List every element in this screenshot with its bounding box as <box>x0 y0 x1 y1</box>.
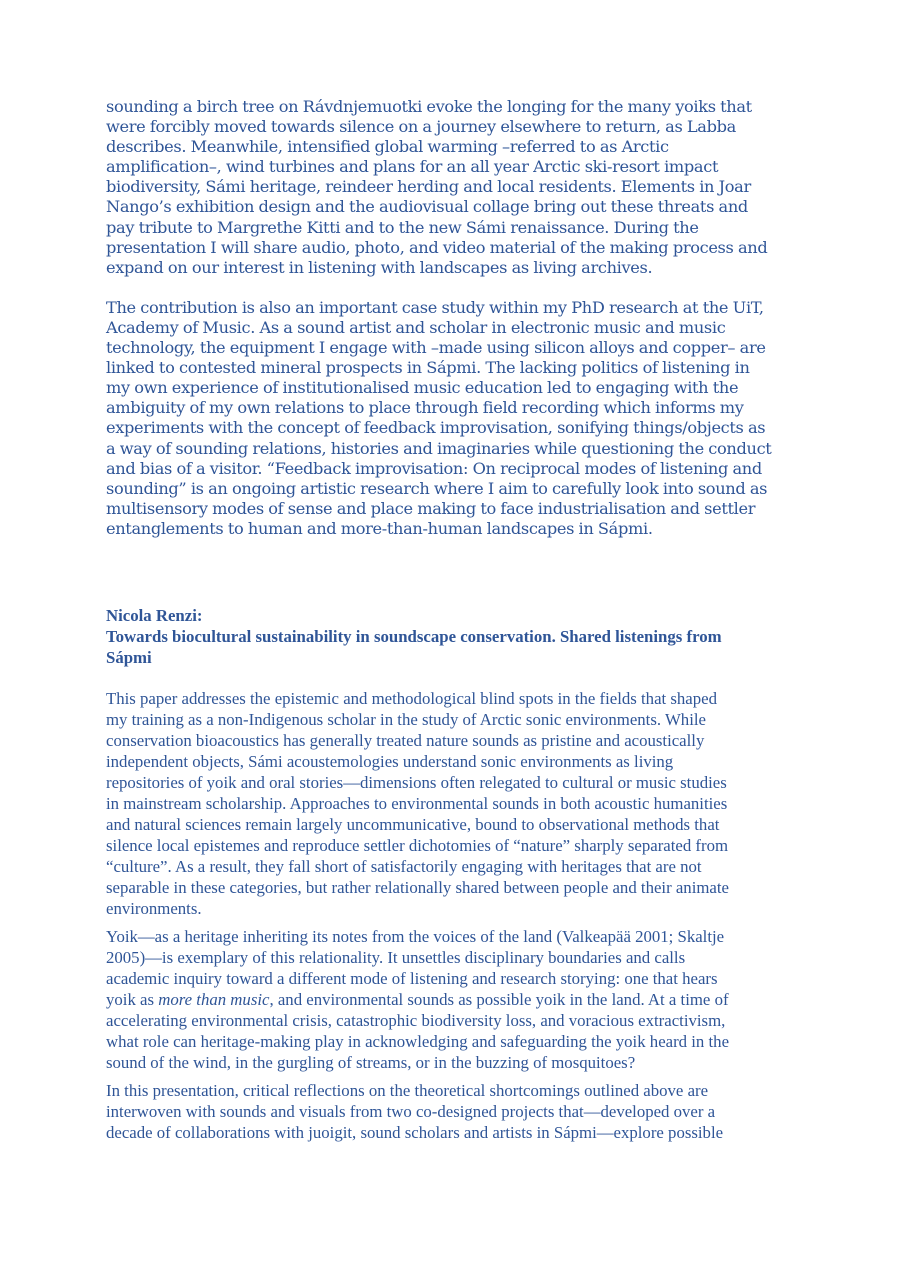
text-line: presentation I will share audio, photo, and video material of the making process and <box>106 237 768 257</box>
text-line: and natural sciences remain largely uncommunicative, bound to observational methods that <box>106 815 720 834</box>
text-line: interwoven with sounds and visuals from two co-designed projects that—developed over a <box>106 1102 716 1121</box>
text-line: pay tribute to Margrethe Kitti and to the new Sámi renaissance. During the <box>106 217 699 237</box>
section1-paragraph-2 <box>106 298 796 539</box>
section2-paragraph-1 <box>106 688 806 919</box>
text-segment: , and environmental sounds as possible yoik in the land. At a time of <box>269 990 729 1009</box>
text-line: Yoik—as a heritage inheriting its notes from the voices of the land (Valkeapää 2001; Skaltje <box>106 927 725 946</box>
section2-heading <box>106 605 806 668</box>
text-line: describes. Meanwhile, intensified global warming –referred to as Arctic <box>106 137 669 157</box>
author-name: Nicola Renzi: <box>106 606 203 625</box>
text-line: amplification–, wind turbines and plans for an all year Arctic ski-resort impact <box>106 157 719 177</box>
section1-body <box>106 97 796 539</box>
text-line: silence local epistemes and reproduce settler dichotomies of “nature” sharply separated from <box>106 836 729 855</box>
text-line: conservation bioacoustics has generally treated nature sounds as pristine and acoustically <box>106 731 705 750</box>
text-line: academic inquiry toward a different mode of listening and research storying: one that hears <box>106 969 718 988</box>
text-line: what role can heritage-making play in acknowledging and safeguarding the yoik heard in the <box>106 1032 730 1051</box>
text-line: environments. <box>106 899 202 918</box>
text-line: Academy of Music. As a sound artist and scholar in electronic music and music <box>106 317 726 337</box>
paper-title-line: Sápmi <box>106 648 152 667</box>
text-line: The contribution is also an important case study within my PhD research at the UiT, <box>106 297 764 317</box>
text-line: repositories of yoik and oral stories—dimensions often relegated to cultural or music studies <box>106 773 727 792</box>
text-line: were forcibly moved towards silence on a journey elsewhere to return, as Labba <box>106 117 736 137</box>
text-line: my own experience of institutionalised music education led to engaging with the <box>106 378 739 398</box>
text-line: decade of collaborations with juoigit, sound scholars and artists in Sápmi—explore possible <box>106 1123 724 1142</box>
text-line: biodiversity, Sámi heritage, reindeer herding and local residents. Elements in Joar <box>106 177 751 197</box>
paragraph-spacer <box>106 278 796 298</box>
text-line: and bias of a visitor. “Feedback improvisation: On reciprocal modes of listening and <box>106 458 762 478</box>
text-line: Nango’s exhibition design and the audiovisual collage bring out these threats and <box>106 197 748 217</box>
text-line: sounding a birch tree on Rávdnjemuotki evoke the longing for the many yoiks that <box>106 97 752 116</box>
text-line: linked to contested mineral prospects in Sápmi. The lacking politics of listening in <box>106 358 750 378</box>
text-line: in mainstream scholarship. Approaches to environmental sounds in both acoustic humanities <box>106 794 728 813</box>
text-line: a way of sounding relations, histories and imaginaries while questioning the conduct <box>106 438 772 458</box>
text-line: entanglements to human and more-than-human landscapes in Sápmi. <box>106 518 653 538</box>
text-line <box>106 989 806 1010</box>
text-line: sound of the wind, in the gurgling of streams, or in the buzzing of mosquitoes? <box>106 1053 636 1072</box>
section2-paragraph-3 <box>106 1080 806 1143</box>
text-line: experiments with the concept of feedback improvisation, sonifying things/objects as <box>106 418 766 438</box>
text-line: multisensory modes of sense and place making to face industrialisation and settler <box>106 498 756 518</box>
section1-paragraph-1 <box>106 97 796 278</box>
text-line: my training as a non-Indigenous scholar in the study of Arctic sonic environments. While <box>106 710 706 729</box>
text-line: separable in these categories, but rather relationally shared between people and their animate <box>106 878 729 897</box>
text-line: “culture”. As a result, they fall short of satisfactorily engaging with heritages that are not <box>106 857 702 876</box>
text-line: accelerating environmental crisis, catastrophic biodiversity loss, and voracious extractivism, <box>106 1011 726 1030</box>
text-line: technology, the equipment I engage with –made using silicon alloys and copper– are <box>106 338 766 358</box>
section2-paragraph-2 <box>106 926 806 1073</box>
text-line: 2005)—is exemplary of this relationality. It unsettles disciplinary boundaries and calls <box>106 948 686 967</box>
section2-body <box>106 688 806 1150</box>
emphasis-text: more than music <box>158 990 270 1009</box>
text-line: ambiguity of my own relations to place through field recording which informs my <box>106 398 744 418</box>
text-line: In this presentation, critical reflections on the theoretical shortcomings outlined above are <box>106 1081 709 1100</box>
text-line: expand on our interest in listening with landscapes as living archives. <box>106 257 653 277</box>
text-line: independent objects, Sámi acoustemologies understand sonic environments as living <box>106 752 674 771</box>
text-line: sounding” is an ongoing artistic research where I aim to carefully look into sound as <box>106 478 768 498</box>
text-line: This paper addresses the epistemic and methodological blind spots in the fields that shaped <box>106 689 717 708</box>
text-segment: yoik as <box>106 990 159 1009</box>
paper-title-line: Towards biocultural sustainability in soundscape conservation. Shared listenings from <box>106 627 722 646</box>
